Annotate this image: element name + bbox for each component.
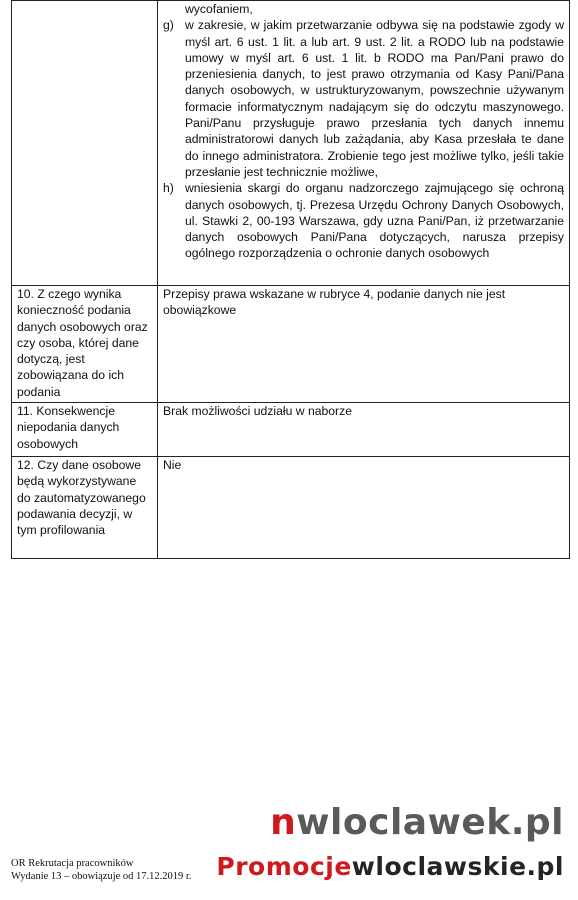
question-cell: 10. Z czego wynika konieczność podania danych osobowych oraz czy osoba, której dane dotyczą, jest zobowiązana do ich podania: [12, 286, 158, 403]
watermark-site-2: [216, 852, 564, 882]
answer-cell: [158, 1, 570, 286]
data-protection-table: [11, 0, 570, 559]
watermark-site-1: [270, 803, 564, 843]
table-row: [12, 457, 570, 559]
answer-cell: Przepisy prawa wskazane w rubryce 4, podanie danych nie jest obowiązkowe: [158, 286, 570, 403]
table-row: [12, 1, 570, 286]
list-item: [163, 180, 564, 261]
table-row: [12, 286, 570, 403]
continuation-text: wycofaniem,: [185, 2, 253, 16]
list-item-text: w zakresie, w jakim przetwarzanie odbywa się na podstawie zgody w myśl art. 6 ust. 1 lit. a lub art. 9 ust. 2 lit. a RODO lub na podstawie umowy w myśl art. 6 ust. 1 lit. b RODO ma Pan/Pani prawo do przeniesienia danych, to jest prawo otrzymania od Kasy Pani/Pana danych osobowych, w ustrukturyzowanym, powszechnie używanym formacie informatycznym nadającym się do odczytu maszynowego. Pani/Panu przysługuje prawo przesłania tych danych innemu administratorowi danych lub zażądania, aby Kasa przesłała te dane do innego administratora. Zrobienie tego jest możliwe tylko, jeśli takie przesłanie jest technicznie możliwe,: [185, 18, 564, 179]
table-row: [12, 403, 570, 457]
watermark-text: wloclawskie.pl: [351, 852, 564, 881]
list-item-text: wniesienia skargi do organu nadzorczego zajmującego się ochroną danych osobowych, tj. Prezesa Urzędu Ochrony Danych Osobowych, ul. Stawki 2, 00-193 Warszawa, gdy uzna Pani/Pan, iż przetwarzanie danych osobowych Pani/Pana dotyczących, narusza przepisy ogólnego rozporządzenia o ochronie danych osobowych: [185, 181, 564, 261]
list-marker: g): [163, 18, 174, 33]
question-cell: [12, 1, 158, 286]
list-item: [163, 17, 564, 180]
list-marker: h): [163, 181, 174, 196]
question-cell: 12. Czy dane osobowe będą wykorzystywane do zautomatyzowanego podawania decyzji, w tym profilowania: [12, 457, 158, 559]
footer-line: OR Rekrutacja pracowników: [11, 858, 134, 869]
answer-cell: Nie: [158, 457, 570, 559]
footer-line: Wydanie 13 – obowiązuje od 17.12.2019 r.: [11, 870, 192, 882]
question-cell: 11. Konsekwencje niepodania danych osobowych: [12, 403, 158, 457]
watermark-text: wloclawek.pl: [296, 802, 564, 843]
answer-cell: Brak możliwości udziału w naborze: [158, 403, 570, 457]
page-footer: [11, 858, 191, 883]
watermark-accent: Promocje: [216, 852, 352, 881]
watermark-accent: n: [270, 802, 297, 843]
